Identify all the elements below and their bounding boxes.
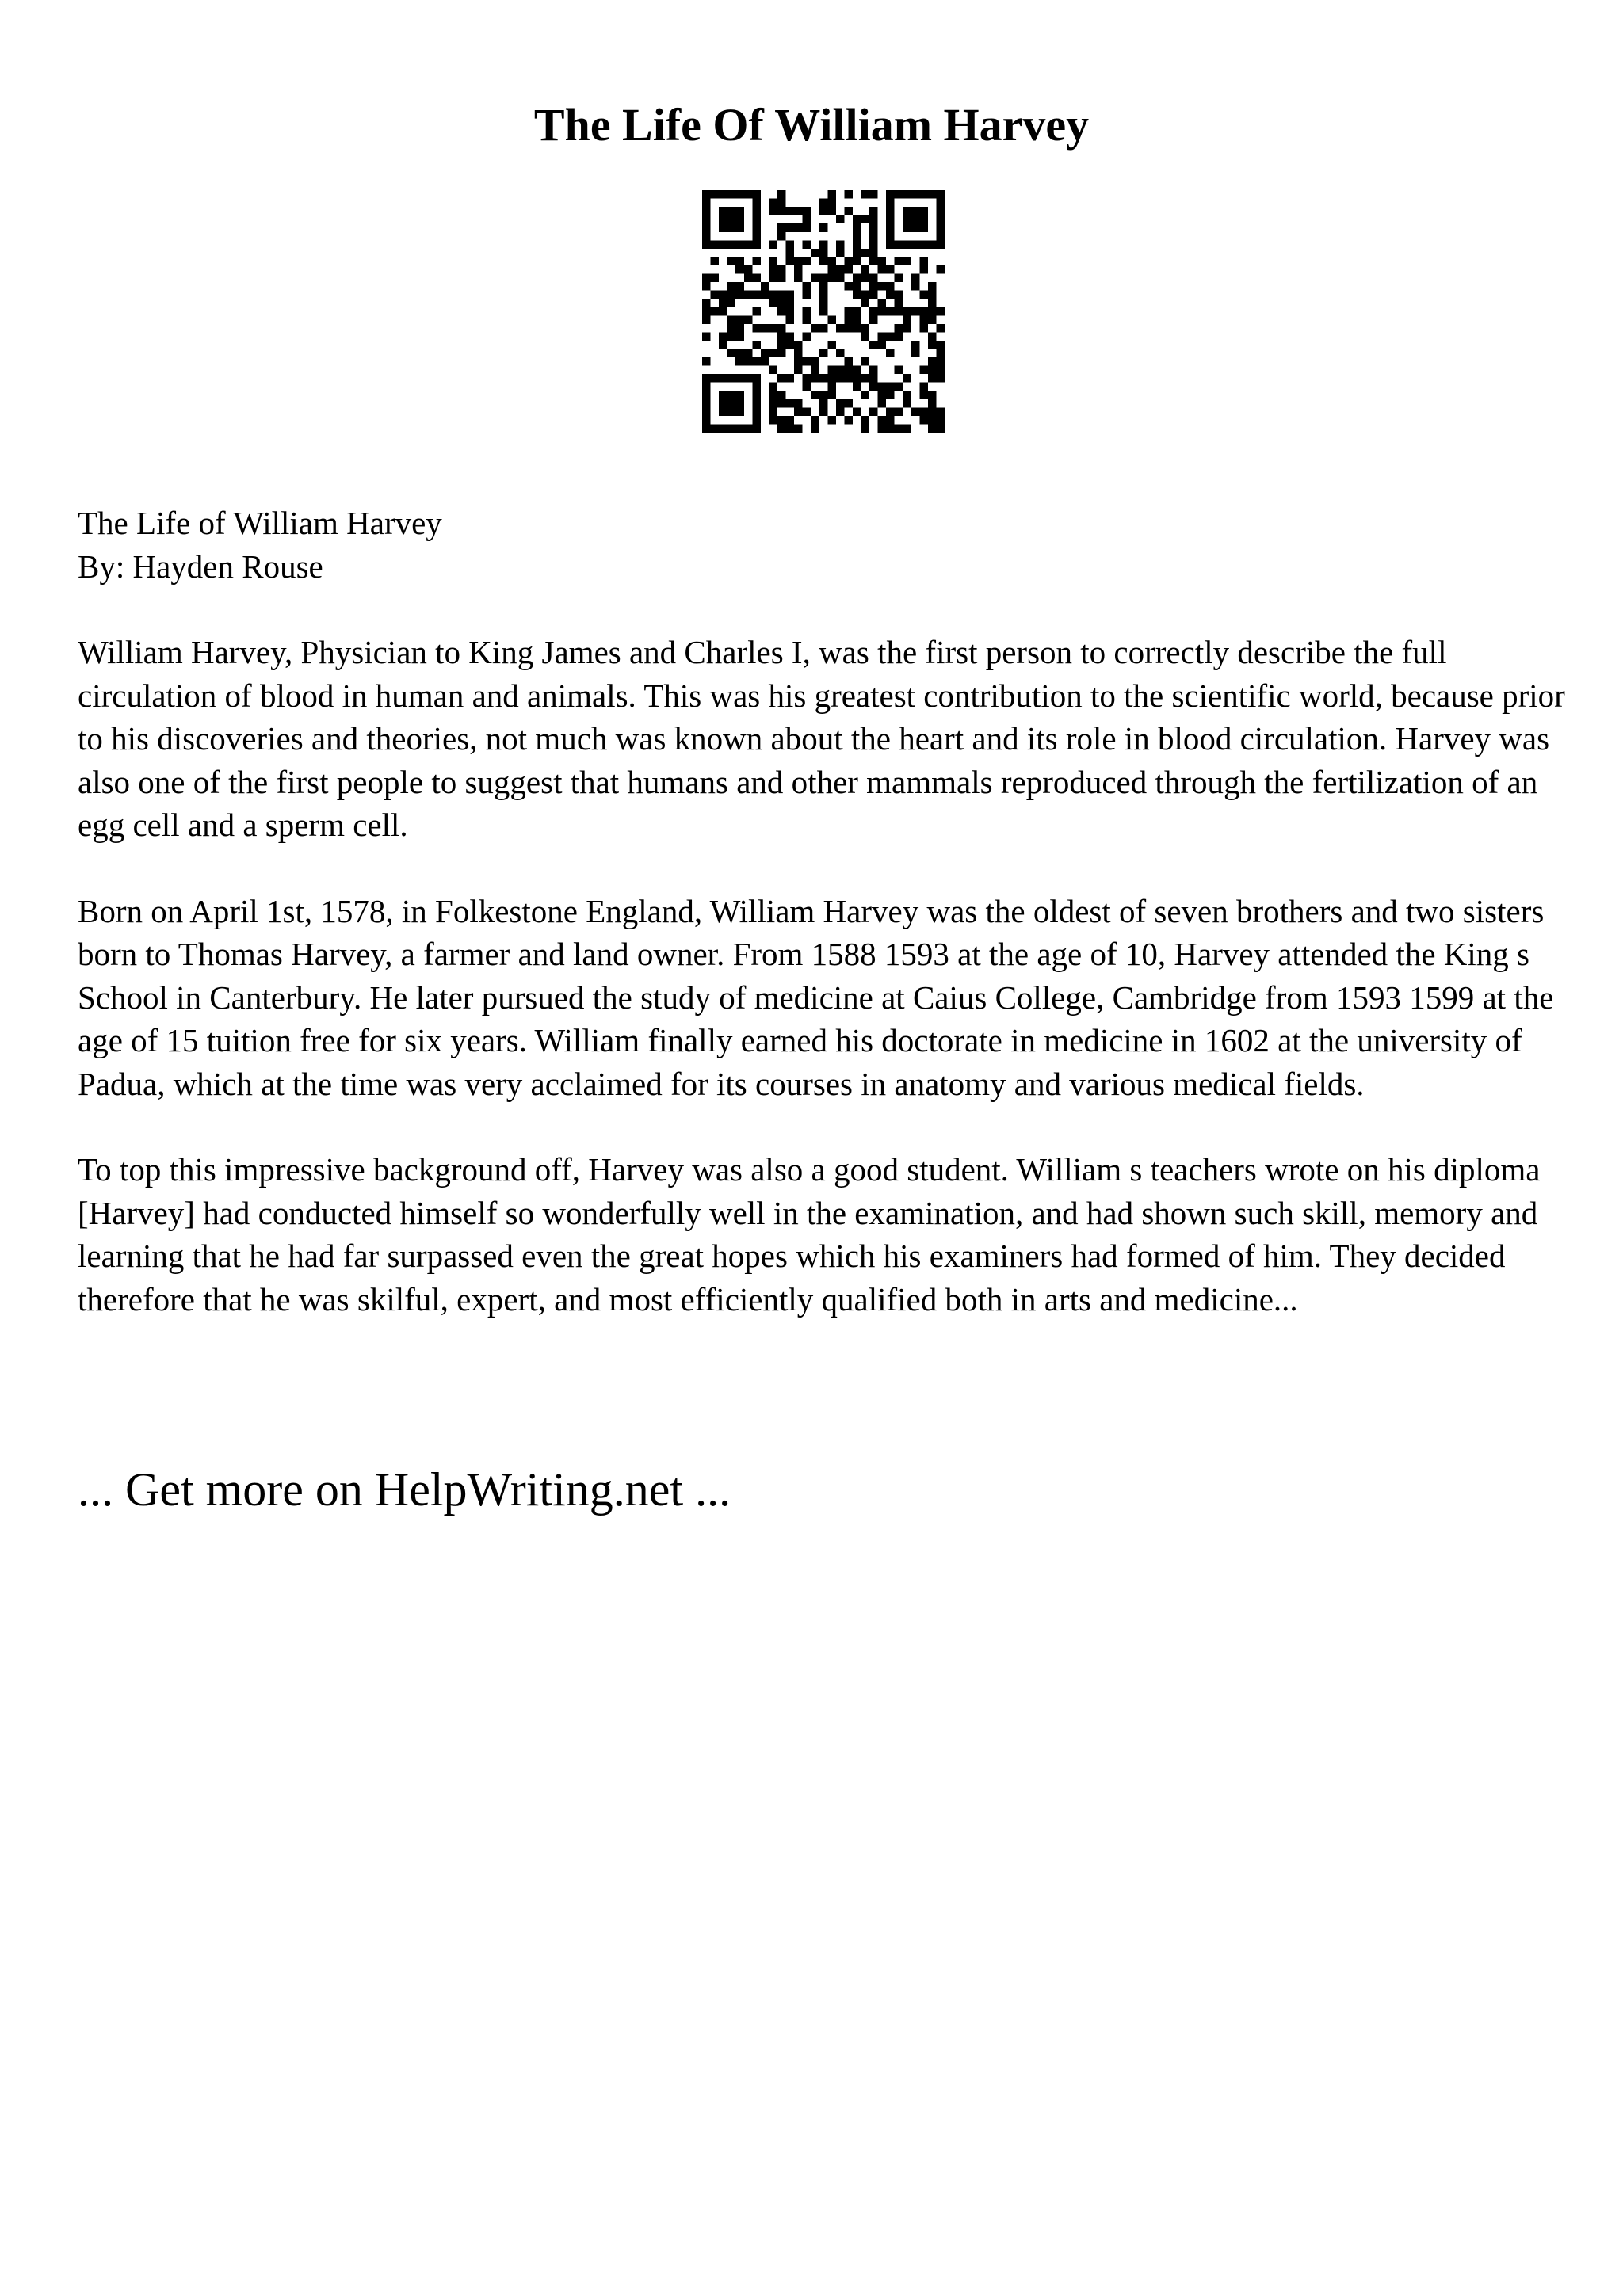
- paragraph-1: William Harvey, Physician to King James and Charles I, was the first person to correctly describe the full circulation of blood in human and animals. This was his greatest contribution to the scientific world, because prior to his discoveries and theories, not much was known about the heart and its role in blood circulation. Harvey was also one of the first people to suggest that humans and other mammals reproduced through the fertilization of an egg cell and a sperm cell.: [78, 634, 1565, 843]
- paragraph-2: Born on April 1st, 1578, in Folkestone England, William Harvey was the oldest of seven brothers and two sisters born to Thomas Harvey, a farmer and land owner. From 1588 1593 at the age of 10, Harvey attended the King s School in Canterbury. He later pursued the study of medicine at Caius College, Cambridge from 1593 1599 at the age of 15 tuition free for six years. William finally earned his doctorate in medicine in 1602 at the university of Padua, which at the time was very acclaimed for its courses in anatomy and various medical fields.: [78, 892, 1554, 1102]
- qr-code-icon: [702, 190, 945, 433]
- author-byline: By: Hayden Rouse: [78, 547, 323, 585]
- document-body: [78, 502, 1568, 1321]
- qr-code-graphic: [702, 190, 945, 433]
- get-more-link[interactable]: ... Get more on HelpWriting.net ...: [78, 1463, 731, 1516]
- document-subtitle: The Life of William Harvey: [78, 505, 442, 541]
- paragraph-3: To top this impressive background off, Harvey was also a good student. William s teachers wrote on his diploma [Harvey] had conducted himself so wonderfully well in the examination, and had shown such skill, memory and learning that he had far surpassed even the great hopes which his examiners had formed of him. They decided therefore that he was skilful, expert, and most efficiently qualified both in arts and medicine...: [78, 1151, 1541, 1318]
- page-title: The Life Of William Harvey: [533, 99, 1090, 151]
